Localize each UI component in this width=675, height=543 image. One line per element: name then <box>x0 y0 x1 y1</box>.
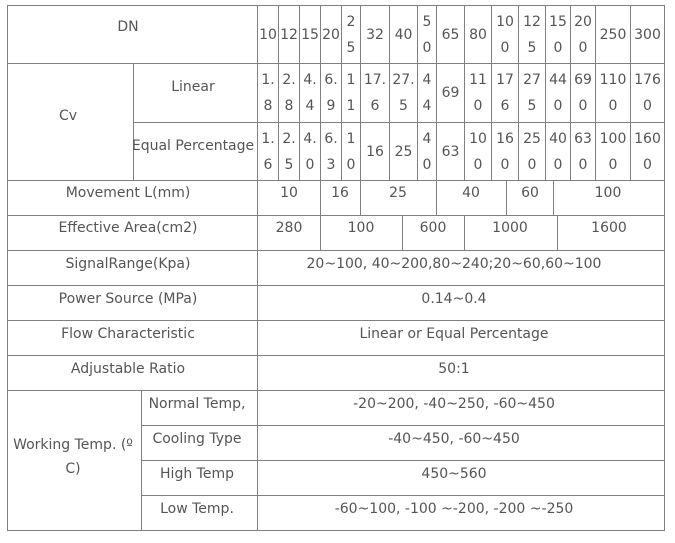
high-temp-value: 450~560 <box>421 466 487 482</box>
movement-value: 40 <box>462 185 480 201</box>
flow-characteristic-label: Flow Characteristic <box>61 326 195 342</box>
effective-area-value: 280 <box>275 220 303 236</box>
power-source-label: Power Source (MPa) <box>58 291 198 307</box>
flow-characteristic-value: Linear or Equal Percentage <box>359 326 549 342</box>
cv-equal-value: 1000 <box>599 130 627 173</box>
equal-percentage-label: Equal Percentage <box>131 138 255 154</box>
row-line <box>7 250 665 251</box>
cv-label: Cv <box>58 108 78 124</box>
border-top <box>7 5 665 6</box>
dn-value: 150 <box>549 13 567 56</box>
col-line <box>360 180 361 215</box>
dn-value: 32 <box>366 26 384 43</box>
dn-value: 200 <box>574 13 592 56</box>
dn-value: 40 <box>394 26 413 43</box>
cv-linear-value: 6.9 <box>324 72 338 114</box>
power-source-value: 0.14~0.4 <box>421 291 487 307</box>
row-line <box>7 390 665 391</box>
col-line <box>464 215 465 250</box>
movement-value: 100 <box>594 185 622 201</box>
low-temp-label: Low Temp. <box>160 501 234 517</box>
cv-equal-value: 630 <box>574 130 592 173</box>
col-line <box>402 215 403 250</box>
cv-linear-value: 2.8 <box>282 72 296 114</box>
dn-value: 10 <box>259 26 277 43</box>
effective-area-label: Effective Area(cm2) <box>58 220 198 236</box>
dn-value: 80 <box>469 26 487 43</box>
border-right <box>664 5 665 531</box>
border-left <box>7 5 8 531</box>
row-line <box>141 425 665 426</box>
cv-linear-value: 27.5 <box>392 72 415 114</box>
cv-equal-value: 1600 <box>634 130 661 173</box>
cv-equal-value: 10 <box>346 130 356 173</box>
cv-linear-value: 440 <box>549 72 567 114</box>
col-line <box>557 215 558 250</box>
effective-area-value: 1600 <box>591 220 627 236</box>
effective-area-value: 100 <box>347 220 375 236</box>
cv-linear-value: 275 <box>523 72 541 114</box>
effective-area-value: 600 <box>419 220 447 236</box>
dn-value: 250 <box>599 26 627 43</box>
cv-linear-value: 1100 <box>599 72 627 114</box>
cv-equal-value: 1.6 <box>261 130 275 173</box>
normal-temp-value: -20~200, -40~250, -60~450 <box>353 396 555 412</box>
dn-value: 50 <box>422 13 432 56</box>
dn-value: 15 <box>301 26 319 43</box>
signal-range-value: 20~100, 40~200,80~240;20~60,60~100 <box>306 256 602 272</box>
col-line <box>506 180 507 215</box>
cv-equal-value: 63 <box>441 143 460 160</box>
row-line <box>133 122 665 123</box>
high-temp-label: High Temp <box>160 466 234 482</box>
col-line <box>320 215 321 250</box>
cv-linear-value: 1.8 <box>261 72 275 114</box>
cv-equal-value: 16 <box>366 143 384 160</box>
movement-value: 16 <box>331 185 349 201</box>
cv-equal-value: 160 <box>496 130 514 173</box>
movement-label: Movement L(mm) <box>65 185 191 201</box>
dn-value: 125 <box>523 13 541 56</box>
cv-linear-value: 176 <box>496 72 514 114</box>
cv-linear-value: 44 <box>422 72 432 114</box>
dn-value: 20 <box>322 26 340 43</box>
dn-value: 100 <box>496 13 514 56</box>
cv-linear-value: 11 <box>346 72 356 114</box>
dn-header: DN <box>117 19 139 35</box>
col-line <box>133 63 134 180</box>
dn-value: 300 <box>634 26 661 43</box>
dn-value: 25 <box>346 13 356 56</box>
row-line <box>7 63 665 64</box>
cv-linear-value: 69 <box>441 85 460 101</box>
cv-equal-value: 40 <box>422 130 432 173</box>
adjustable-ratio-value: 50:1 <box>438 361 470 377</box>
row-line <box>141 460 665 461</box>
cv-equal-value: 25 <box>394 143 413 160</box>
col-line <box>320 180 321 215</box>
effective-area-value: 1000 <box>492 220 528 236</box>
low-temp-value: -60~100, -100 ~-200, -200 ~-250 <box>334 501 574 517</box>
row-line <box>7 355 665 356</box>
working-temp-label: Working Temp. (º C) <box>13 437 133 477</box>
cv-equal-value: 2.5 <box>282 130 296 173</box>
movement-value: 60 <box>521 185 539 201</box>
signal-range-label: SignalRange(Kpa) <box>65 256 191 272</box>
cv-linear-value: 690 <box>574 72 592 114</box>
normal-temp-label: Normal Temp, <box>148 396 246 412</box>
cv-equal-value: 400 <box>549 130 567 173</box>
cv-equal-value: 4.0 <box>303 130 317 173</box>
col-line <box>436 180 437 215</box>
linear-label: Linear <box>171 79 215 95</box>
row-line <box>141 495 665 496</box>
border-bottom <box>7 530 665 531</box>
movement-value: 25 <box>389 185 407 201</box>
row-line <box>7 285 665 286</box>
movement-value: 10 <box>280 185 298 201</box>
dn-value: 12 <box>280 26 298 43</box>
cv-equal-value: 6.3 <box>324 130 338 173</box>
cv-equal-value: 250 <box>523 130 541 173</box>
row-line <box>7 320 665 321</box>
dn-value: 65 <box>441 26 460 43</box>
cooling-type-label: Cooling Type <box>152 431 242 447</box>
cv-equal-value: 100 <box>469 130 487 173</box>
cv-linear-value: 4.4 <box>303 72 317 114</box>
col-line <box>141 390 142 531</box>
cv-linear-value: 17.6 <box>363 72 387 114</box>
cv-linear-value: 110 <box>469 72 487 114</box>
cv-linear-value: 1760 <box>634 72 661 114</box>
col-line <box>553 180 554 215</box>
cooling-temp-value: -40~450, -60~450 <box>388 431 520 447</box>
adjustable-ratio-label: Adjustable Ratio <box>70 361 186 377</box>
